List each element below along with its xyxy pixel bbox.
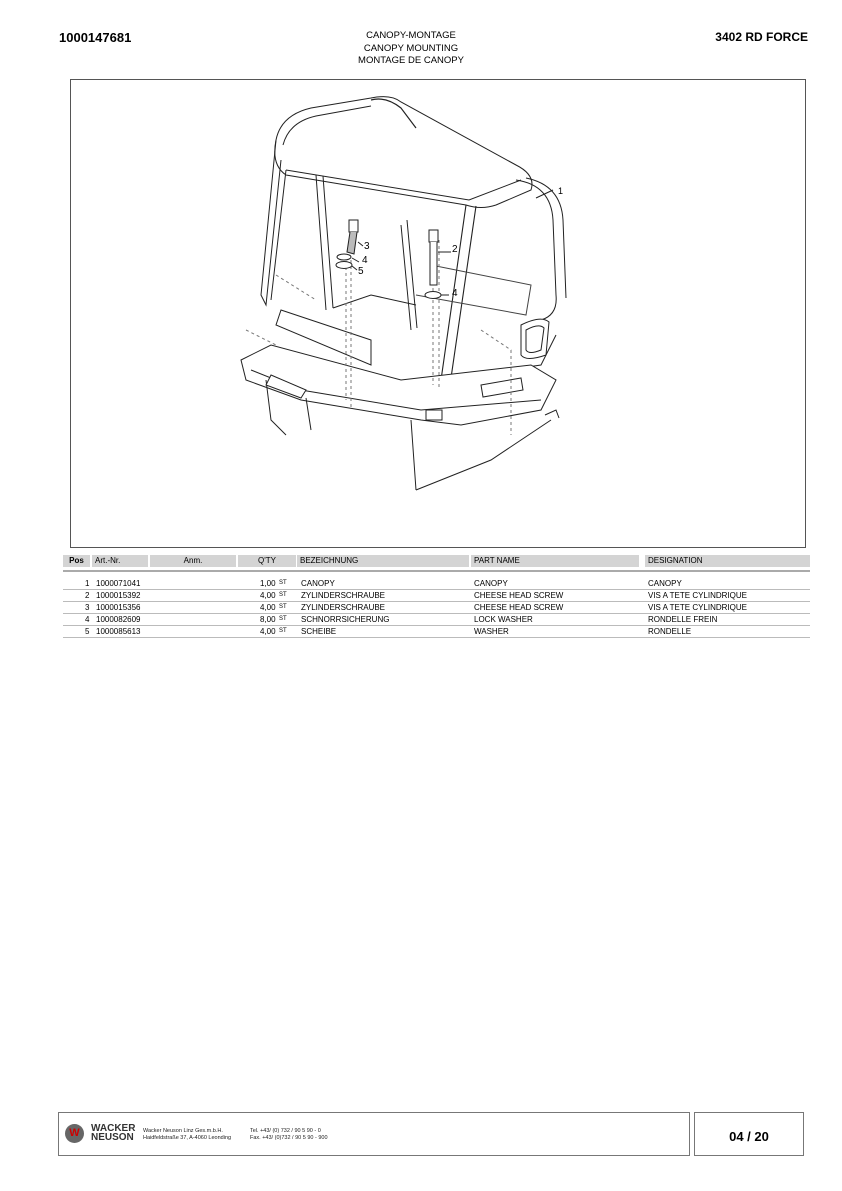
cell-designation: VIS A TETE CYLINDRIQUE	[648, 591, 747, 600]
cell-bezeichnung: SCHEIBE	[301, 627, 337, 636]
document-number: 1000147681	[59, 30, 132, 45]
cell-bezeichnung: CANOPY	[301, 579, 335, 588]
brand-line-2: NEUSON	[91, 1132, 134, 1143]
cell-part-name: CANOPY	[474, 579, 508, 588]
cell-unit: ST	[279, 616, 287, 622]
logo-letter: W	[69, 1127, 80, 1139]
title-english: CANOPY MOUNTING	[363, 42, 459, 54]
cell-qty: 4,00	[260, 603, 276, 612]
cell-bezeichnung: ZYLINDERSCHRAUBE	[301, 603, 386, 612]
cell-designation: CANOPY	[648, 579, 682, 588]
callout-4-right: 4	[452, 288, 458, 299]
title-french: MONTAGE DE CANOPY	[358, 55, 464, 66]
telephone: Tel. +43/ (0) 732 / 90 5 90 - 0	[250, 1128, 321, 1134]
header-qty: Q'TY	[238, 555, 296, 567]
table-row	[63, 614, 810, 626]
cell-pos: 5	[85, 627, 90, 636]
cell-art-nr: 1000082609	[96, 615, 141, 624]
header-art-nr: Art.-Nr.	[92, 555, 148, 567]
parts-table-header	[63, 555, 810, 567]
table-row	[63, 590, 810, 602]
drawing-titles	[310, 30, 512, 68]
footer-company-box	[58, 1112, 690, 1156]
header-pos: Pos	[63, 555, 90, 567]
header-part-name: PART NAME	[471, 555, 639, 567]
street-address: Haidfeldstraße 37, A-4060 Leonding	[143, 1135, 232, 1141]
cell-art-nr: 1000015392	[96, 591, 141, 600]
cell-designation: RONDELLE FREIN	[648, 615, 718, 624]
header-anm: Anm.	[150, 555, 236, 567]
cell-designation: RONDELLE	[648, 627, 692, 636]
cell-art-nr: 1000015356	[96, 603, 141, 612]
cell-unit: ST	[279, 628, 287, 634]
callout-1: 1	[558, 186, 564, 196]
callout-3: 3	[364, 241, 370, 252]
cell-part-name: CHEESE HEAD SCREW	[474, 591, 564, 600]
company-address	[143, 1128, 231, 1142]
cell-unit: ST	[279, 604, 287, 610]
cell-qty: 1,00	[260, 579, 276, 588]
brand-name	[91, 1124, 135, 1142]
canopy-illustration	[71, 80, 805, 547]
cell-part-name: LOCK WASHER	[474, 615, 533, 624]
cell-part-name: CHEESE HEAD SCREW	[474, 603, 564, 612]
wacker-neuson-logo-icon	[65, 1124, 84, 1143]
callout-2: 2	[452, 244, 458, 255]
fax: Fax. +43/ (0)732 / 90 5 90 - 900	[250, 1135, 328, 1141]
cell-qty: 4,00	[260, 591, 276, 600]
table-row	[63, 578, 810, 590]
exploded-view-drawing	[70, 79, 806, 548]
contact-info	[250, 1128, 328, 1142]
cell-qty: 8,00	[260, 615, 276, 624]
cell-pos: 1	[85, 579, 90, 588]
table-row	[63, 626, 810, 638]
company-name: Wacker Neuson Linz Ges.m.b.H.	[143, 1128, 223, 1134]
parts-table-body	[63, 578, 810, 638]
table-row	[63, 602, 810, 614]
callout-4-left: 4	[362, 255, 368, 266]
cell-unit: ST	[279, 592, 287, 598]
header-designation: DESIGNATION	[645, 555, 810, 567]
cell-art-nr: 1000085613	[96, 627, 141, 636]
header-bezeichnung: BEZEICHNUNG	[297, 555, 469, 567]
cell-pos: 3	[85, 603, 90, 612]
cell-art-nr: 1000071041	[96, 579, 141, 588]
cell-pos: 4	[85, 615, 90, 624]
cell-bezeichnung: SCHNORRSICHERUNG	[301, 615, 390, 624]
title-german: CANOPY-MONTAGE	[366, 30, 456, 41]
machine-model: 3402 RD FORCE	[715, 30, 808, 44]
cell-qty: 4,00	[260, 627, 276, 636]
footer-page-box	[694, 1112, 804, 1156]
cell-pos: 2	[85, 591, 90, 600]
cell-unit: ST	[279, 580, 287, 586]
callout-5: 5	[358, 266, 364, 277]
cell-part-name: WASHER	[474, 627, 509, 636]
cell-designation: VIS A TETE CYLINDRIQUE	[648, 603, 747, 612]
cell-bezeichnung: ZYLINDERSCHRAUBE	[301, 591, 386, 600]
header-separator	[63, 570, 810, 572]
brand-line-1: WACKER	[91, 1123, 136, 1134]
page-number: 04 / 20	[729, 1129, 769, 1144]
